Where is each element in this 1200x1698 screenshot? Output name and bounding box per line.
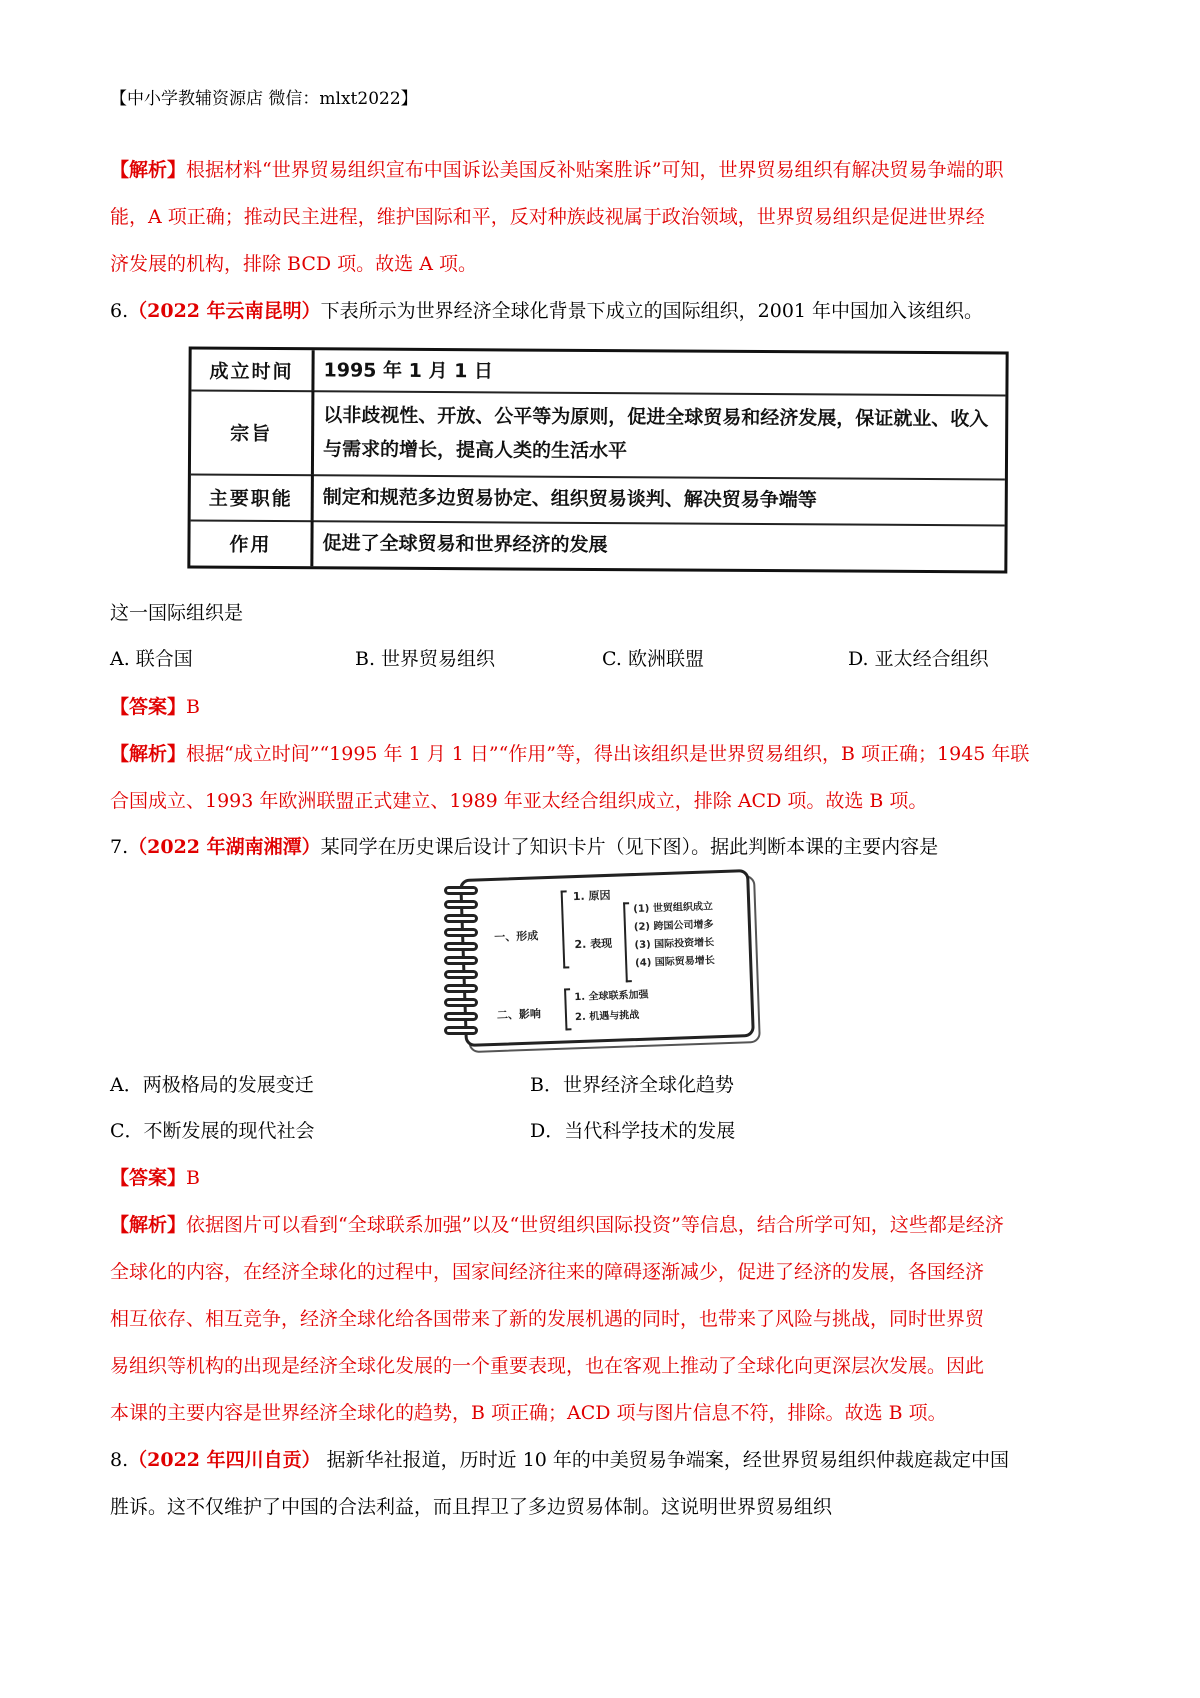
q7-analysis-line-1: 【解析】依据图片可以看到“全球联系加强”以及“世贸组织国际投资”等信息，结合所学可知，这些都是经济 [110,1214,1004,1236]
card-bracket [561,890,570,968]
q7-analysis-line-2: 全球化的内容，在经济全球化的过程中，国家间经济往来的障碍逐渐减少，促进了经济的发展，各国经济 [110,1261,985,1283]
q6-option-b[interactable]: B. 世界贸易组织 [355,648,496,670]
analysis-label: 【解析】 [110,159,187,181]
q7-stem: 7.（2022 年湖南湘潭）某同学在历史课后设计了知识卡片（见下图）。据此判断本课的主要内容是 [110,836,939,858]
card-impact-item: 1. 全球联系加强 [574,989,649,1004]
q7-knowledge-card-image [438,868,758,1050]
table-row [191,390,1006,481]
card-impact-item: 2. 机遇与挑战 [574,1009,640,1024]
analysis-label: 【解析】 [110,1214,187,1236]
q6-option-a[interactable]: A. 联合国 [110,648,193,670]
table-row [191,474,1005,527]
question-number: 8. [110,1449,129,1471]
spiral-ring [444,914,478,923]
q6-stem: 6.（2022 年云南昆明）下表所示为世界经济全球化背景下成立的国际组织，2001 年中国加入该组织。 [110,300,984,322]
spiral-ring [444,1012,478,1021]
card-page [459,869,755,1047]
spiral-ring [444,886,478,895]
card-sub-performance: 2. 表现 [574,936,613,952]
table-row-content: 1995 年 1 月 1 日 [323,359,494,383]
q6-question: 这一国际组织是 [110,602,244,624]
q7-option-b[interactable]: B．世界经济全球化趋势 [530,1074,734,1096]
question-number: 7. [110,836,129,858]
q5-analysis-line-2: 能，A 项正确；推动民主进程，维护国际和平，反对种族歧视属于政治领域，世界贸易组织是促进世界经 [110,206,985,228]
card-item: (2) 跨国公司增多 [633,919,714,934]
q7-analysis-line-5: 本课的主要内容是世界经济全球化的趋势，B 项正确；ACD 项与图片信息不符，排除。故选 B 项。 [110,1402,947,1424]
table-row-head: 作用 [190,520,313,567]
q6-option-d[interactable]: D. 亚太经合组织 [848,648,989,670]
table-row-content: 以非歧视性、开放、公平等为原则，促进全球贸易和经济发展，保证就业、收入与需求的增长，提高人类的生活水平 [322,404,989,463]
q8-stem-line-1: 8.（2022 年四川自贡） 据新华社报道，历时近 10 年的中美贸易争端案，经世界贸易组织仲裁庭裁定中国 [110,1449,1009,1471]
card-section-impact: 二、影响 [496,1007,542,1022]
answer-label: 【答案】 [110,696,187,718]
q6-organization-table [187,346,1008,573]
question-number: 6. [110,300,129,322]
table-row-head: 宗旨 [191,390,315,475]
spiral-ring [444,998,478,1007]
table-row-head: 主要职能 [191,474,314,521]
card-item: (3) 国际投资增长 [634,937,715,952]
q6-analysis-line-1: 【解析】根据“成立时间”“1995 年 1 月 1 日”“作用”等，得出该组织是世界贸易组织，B 项正确；1945 年联 [110,743,1030,765]
question-source: （2022 年云南昆明） [128,300,321,322]
card-item: (4) 国际贸易增长 [635,955,715,970]
q7-option-c[interactable]: C．不断发展的现代社会 [110,1120,315,1142]
answer-label: 【答案】 [110,1167,187,1189]
question-source: （2022 年四川自贡） [128,1449,321,1471]
card-sub-reason: 1. 原因 [572,888,611,904]
q7-option-a[interactable]: A．两极格局的发展变迁 [110,1074,314,1096]
page-header: 【中小学教辅资源店 微信：mlxt2022】 [110,89,418,109]
table-row-content: 制定和规范多边贸易协定、组织贸易谈判、解决贸易争端等 [322,486,817,512]
card-bracket [623,902,632,982]
analysis-label: 【解析】 [110,743,187,765]
spiral-ring [444,956,478,965]
q6-analysis-line-2: 合国成立、1993 年欧洲联盟正式建立、1989 年亚太经合组织成立，排除 ACD 项。故选 B 项。 [110,790,928,812]
spiral-ring [444,900,478,909]
table-row-head: 成立时间 [191,350,314,391]
spiral-ring [444,1026,478,1035]
q6-answer: 【答案】B [110,696,200,718]
card-bracket [564,988,571,1030]
spiral-ring [444,942,478,951]
q7-answer: 【答案】B [110,1167,200,1189]
spiral-ring [444,928,478,937]
table-row [190,520,1004,571]
q8-stem-line-2: 胜诉。这不仅维护了中国的合法利益，而且捍卫了多边贸易体制。这说明世界贸易组织 [110,1496,833,1518]
card-section-formation: 一、形成 [493,929,539,944]
card-item: (1) 世贸组织成立 [633,901,714,916]
q5-analysis-line-1: 【解析】根据材料“世界贸易组织宣布中国诉讼美国反补贴案胜诉”可知，世界贸易组织有解决贸易争端的职 [110,159,1004,181]
question-source: （2022 年湖南湘潭） [128,836,321,858]
table-row-content: 促进了全球贸易和世界经济的发展 [322,532,608,557]
spiral-ring [444,984,478,993]
q5-analysis-line-3: 济发展的机构，排除 BCD 项。故选 A 项。 [110,253,477,275]
q7-option-d[interactable]: D．当代科学技术的发展 [530,1120,736,1142]
q7-analysis-line-4: 易组织等机构的出现是经济全球化发展的一个重要表现，也在客观上推动了全球化向更深层次发展。因此 [110,1355,985,1377]
q7-analysis-line-3: 相互依存、相互竞争，经济全球化给各国带来了新的发展机遇的同时，也带来了风险与挑战，同时世界贸 [110,1308,985,1330]
q6-option-c[interactable]: C. 欧洲联盟 [602,648,704,670]
spiral-ring [444,970,478,979]
